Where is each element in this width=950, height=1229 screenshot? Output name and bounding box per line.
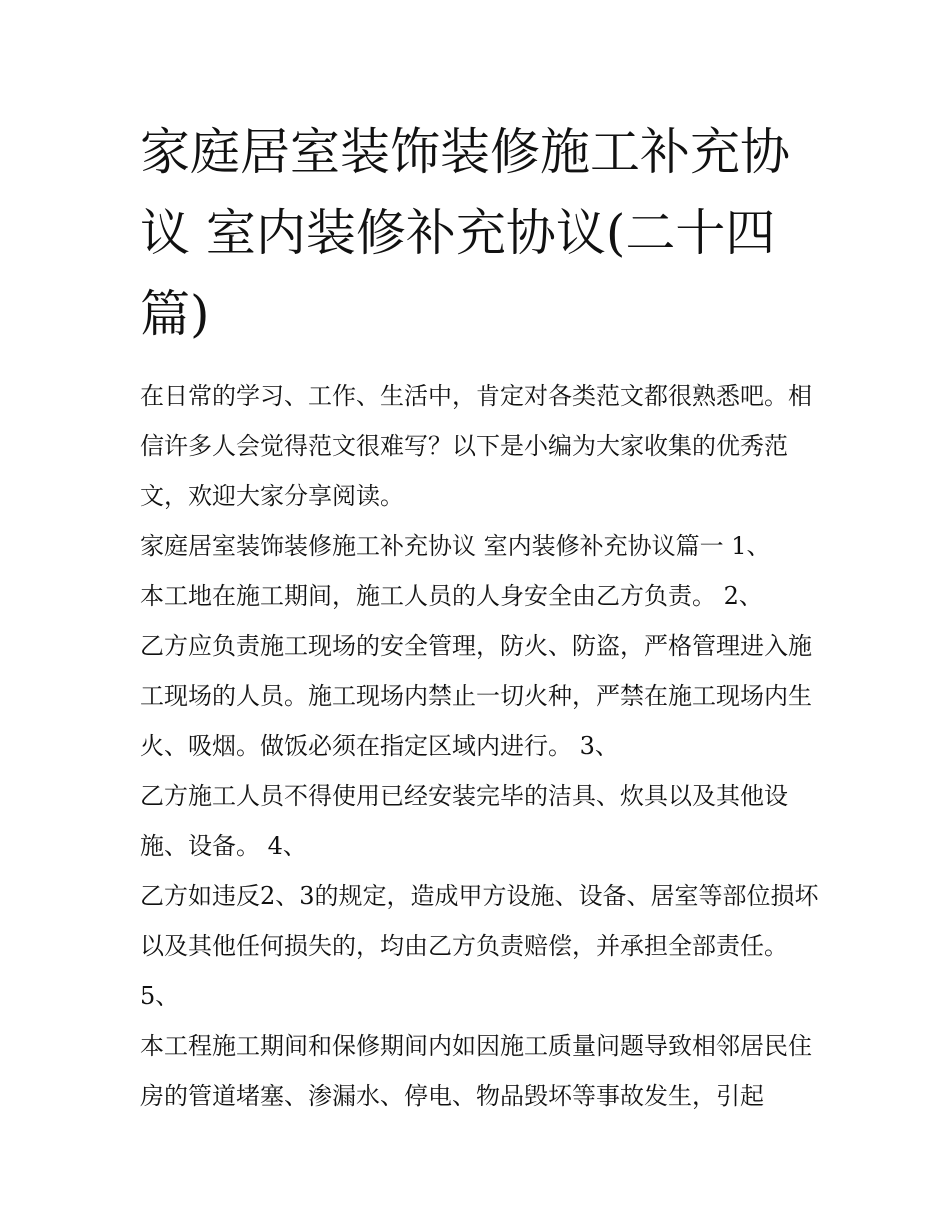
document-content [140,112,820,1121]
clause-1: 本工地在施工期间，施工人员的人身安全由乙方负责。 2、 [140,582,763,610]
clause-4: 乙方如违反2、3的规定，造成甲方设施、设备、居室等部位损坏以及其他任何损失的，均由乙方负责赔偿，并承担全部责任。 5、 [140,882,819,1010]
clause-2: 乙方应负责施工现场的安全管理，防火、防盗，严格管理进入施工现场的人员。施工现场内禁止一切火种，严禁在施工现场内生火、吸烟。做饭必须在指定区域内进行。 3、 [140,632,812,760]
section-heading: 家庭居室装饰装修施工补充协议 室内装修补充协议篇一 1、 [140,532,771,560]
intro-paragraph: 在日常的学习、工作、生活中，肯定对各类范文都很熟悉吧。相信许多人会觉得范文很难写？以下是小编为大家收集的优秀范文，欢迎大家分享阅读。 [140,382,812,510]
clause-5: 本工程施工期间和保修期间内如因施工质量问题导致相邻居民住房的管道堵塞、渗漏水、停电、物品毁坏等事故发生，引起 [140,1032,812,1110]
document-title: 家庭居室装饰装修施工补充协议 室内装修补充协议(二十四篇) [140,123,790,343]
clause-3: 乙方施工人员不得使用已经安装完毕的洁具、炊具以及其他设施、设备。 4、 [140,782,788,860]
